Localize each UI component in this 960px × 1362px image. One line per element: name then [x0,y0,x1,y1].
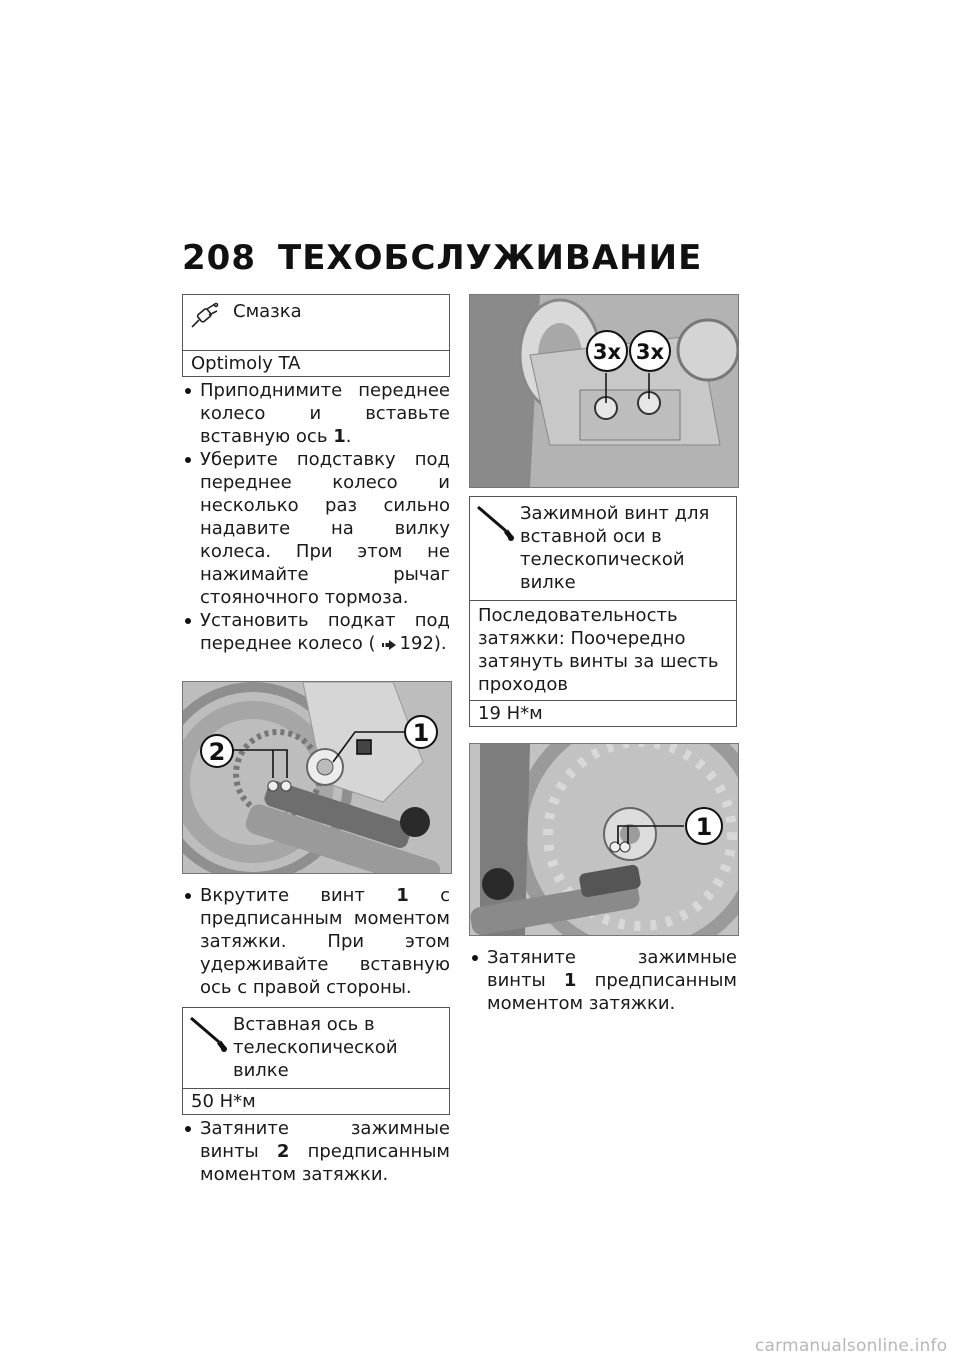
torque-spec-box [182,1007,450,1115]
callout-label: 3x [635,340,665,364]
photo-clamp-screws-callout [469,743,739,936]
photo-front-axle-callouts [182,681,452,874]
ref-number: 1 [563,970,577,991]
lubricant-box-title: Смазка [233,301,302,322]
list-item: Вкрутите винт 1 с предписанным моментом затяжки. При этом удерживайте вставную ось с правой стороны. [182,884,450,999]
steps-list-b [182,884,450,999]
callout-label: 3x [592,340,622,364]
clamp-torque-box [469,496,737,727]
clamp-torque-title: Зажимной винт для вставной оси в телескопической вилке [520,503,710,593]
list-item: Затяните зажимные винты 2 предписанным моментом затяжки. [182,1117,450,1186]
torque-wrench-icon [189,1014,229,1060]
lubricant-value: Optimoly TA [183,350,449,376]
list-item: Уберите подставку под переднее колесо и несколько раз сильно надавите на вилку колеса. При этом не нажимайте рычаг стояночного тормоза. [182,448,450,609]
page-number: 208 [182,238,256,278]
watermark: carmanualsonline.info [755,1336,948,1356]
right-column [469,294,737,1015]
list-item: Приподнимите переднее колесо и вставьте вставную ось 1. [182,379,450,448]
arrow-right-icon [379,634,397,657]
torque-box-title: Вставная ось в телескопической вилке [233,1014,398,1081]
photo-clamp-screws-3x [469,294,739,488]
callout-number: 2 [208,738,226,766]
page-reference-link[interactable]: 192 [399,633,434,654]
steps-list-c [182,1117,450,1186]
left-column [182,294,450,1186]
grease-gun-icon [189,301,221,337]
clamp-torque-value: 19 Н*м [470,700,736,726]
page-title: ТЕХОБСЛУЖИВАНИЕ [278,238,703,278]
ref-number: 1 [396,885,409,906]
lubricant-box [182,294,450,377]
ref-number: 1 [333,426,346,447]
callout-number: 1 [695,813,713,841]
list-item: Затяните зажимные винты 1 предписанным моментом затяжки. [469,946,737,1015]
steps-list-a [182,379,450,657]
torque-wrench-icon [476,503,516,549]
list-item: Установить подкат под переднее колесо ( 192). [182,609,450,657]
torque-value: 50 Н*м [183,1088,449,1114]
ref-number: 2 [276,1141,290,1162]
callout-number: 1 [412,719,430,747]
tightening-sequence: Последовательность затяжки: Поочередно затянуть винты за шесть проходов [470,600,736,700]
steps-list-d [469,946,737,1015]
